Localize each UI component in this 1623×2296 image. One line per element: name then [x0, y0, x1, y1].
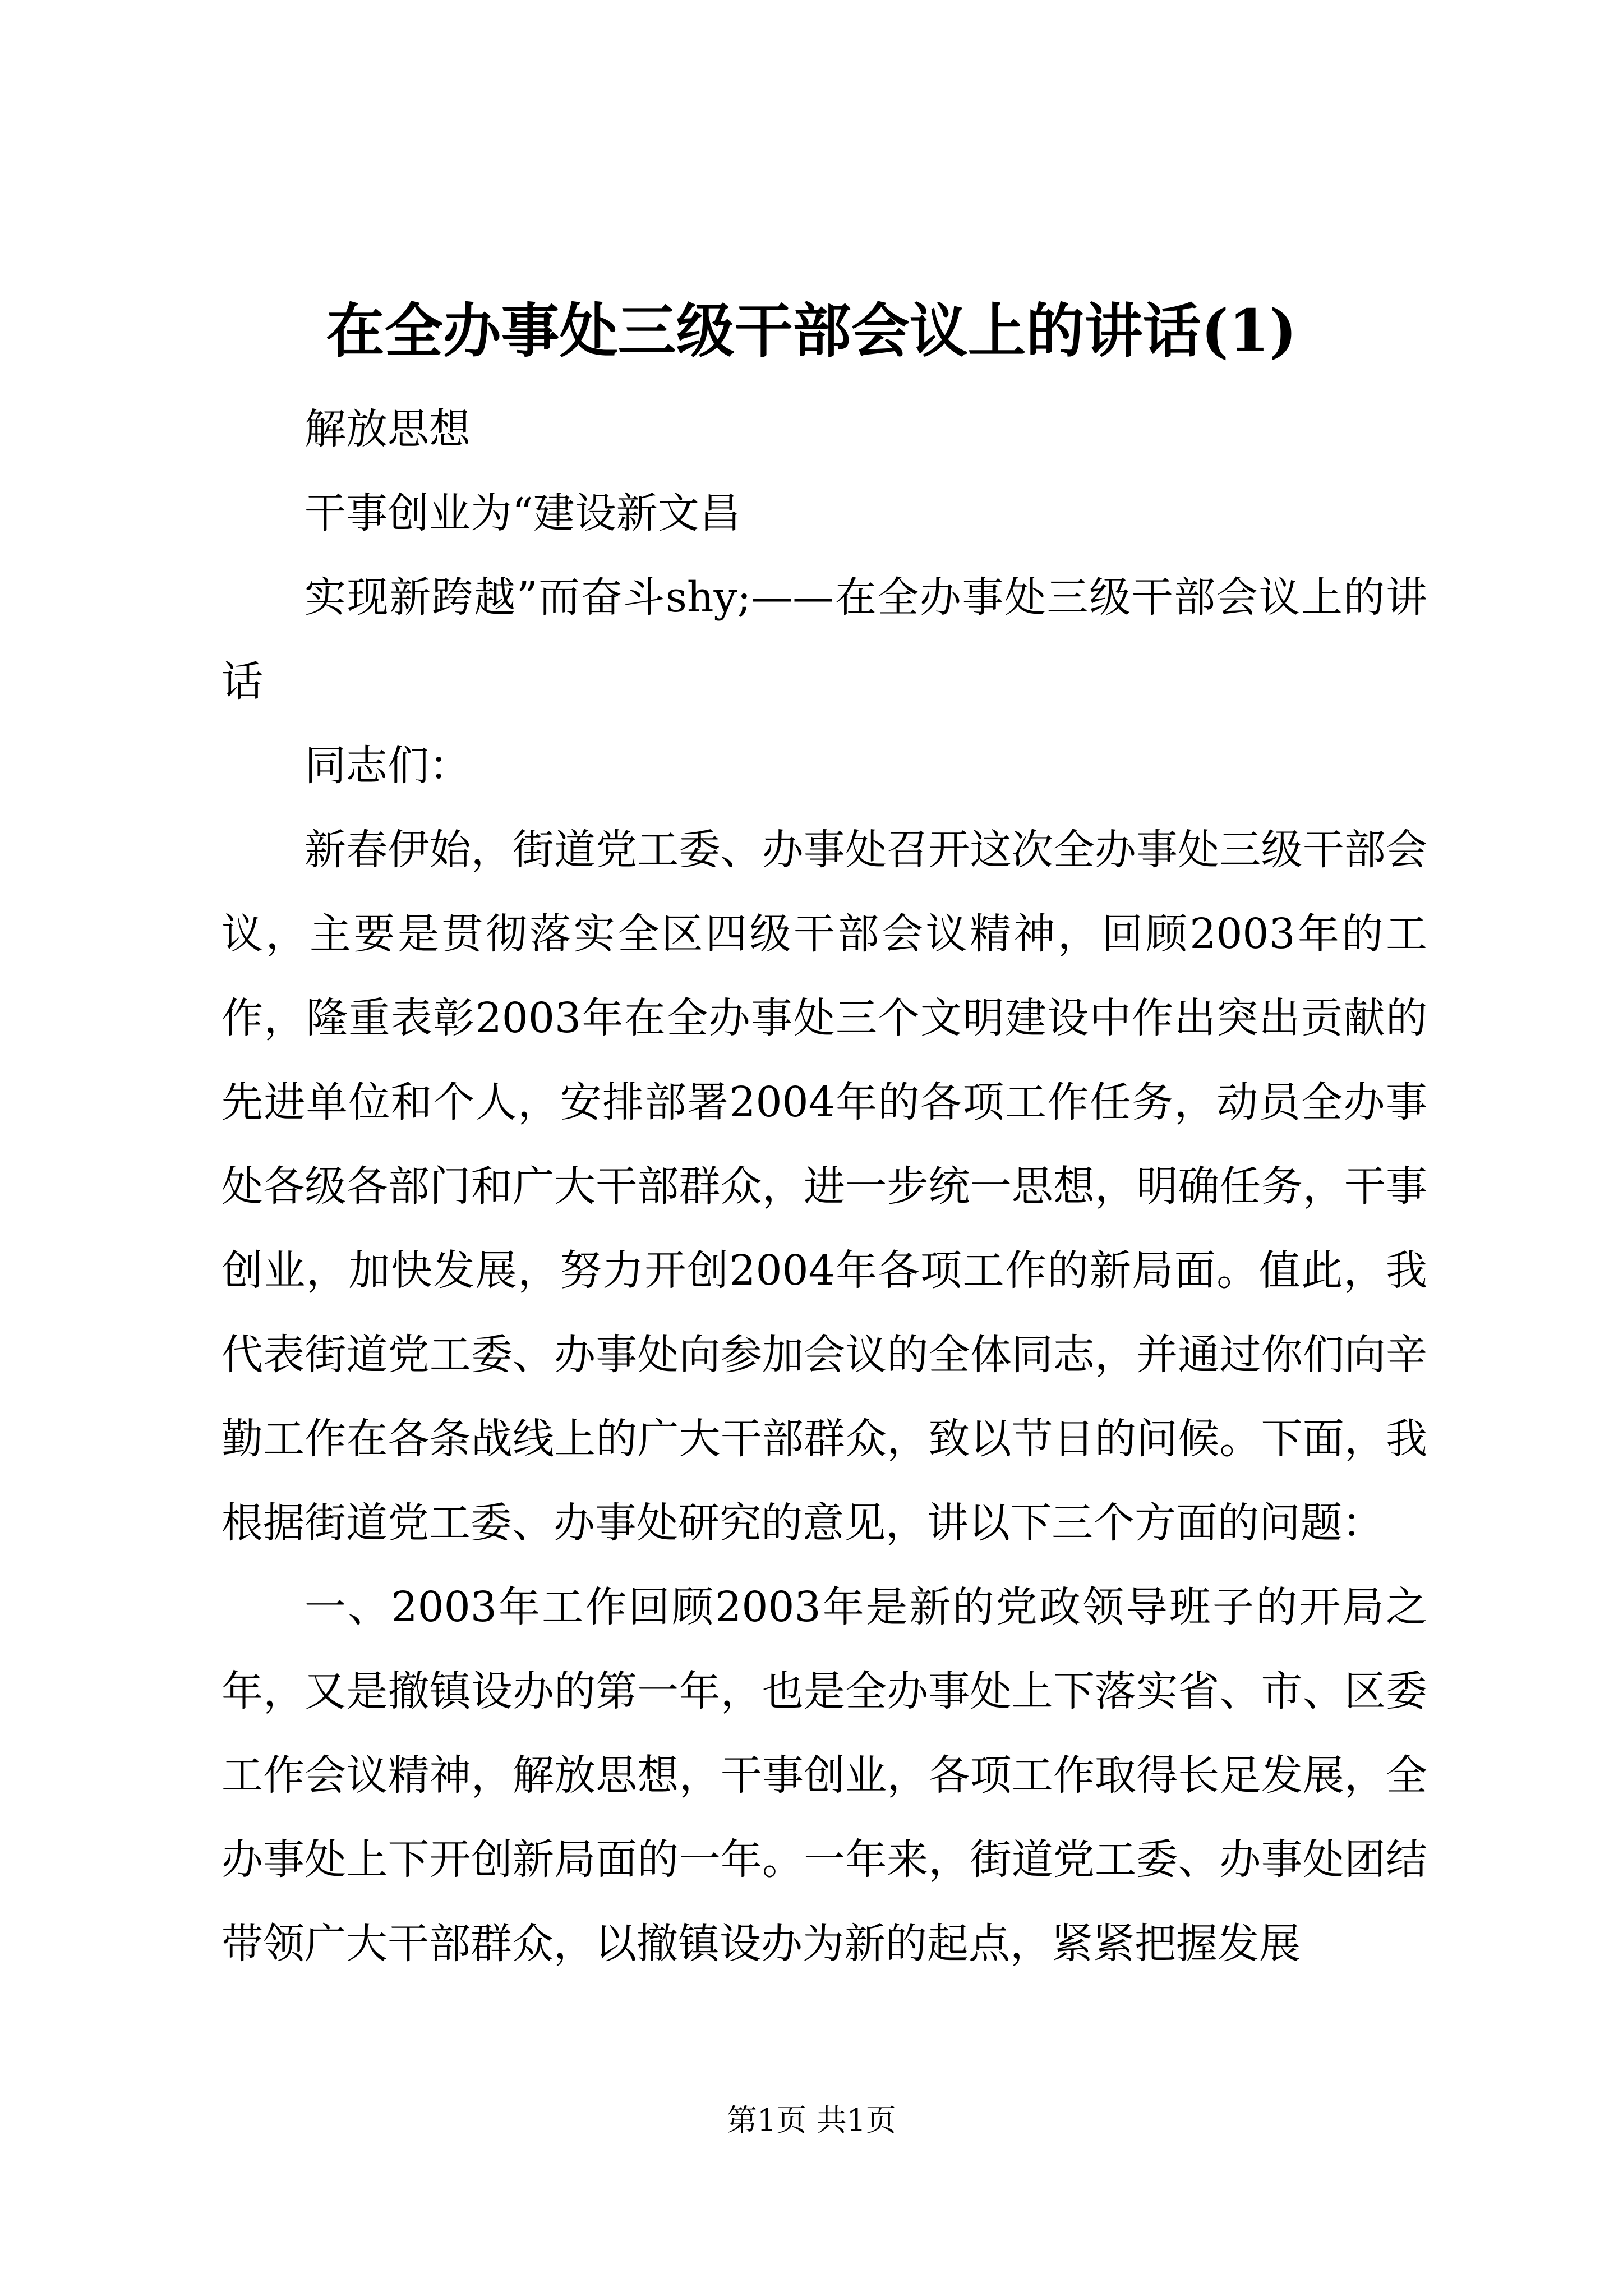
- document-title: 在全办事处三级干部会议上的讲话(1): [326, 296, 1297, 365]
- paragraph-review: 一、2003年工作回顾2003年是新的党政领导班子的开局之年，又是撤镇设办的第一年，也是全办事处上下落实省、市、区委工作会议精神，解放思想，干事创业，各项工作取得长足发展，全办事处上下开创新局面的一年。一年来，街道党工委、办事处团结带领广大干部群众，以撤镇设办为新的起点，紧紧把握发展: [222, 1583, 1427, 1968]
- paragraph-intro: 新春伊始，街道党工委、办事处召开这次全办事处三级干部会议，主要是贯彻落实全区四级干部会议精神，回顾2003年的工作，隆重表彰2003年在全办事处三个文明建设中作出突出贡献的先进单位和个人，安排部署2004年的各项工作任务，动员全办事处各级各部门和广大干部群众，进一步统一思想，明确任务，干事创业，加快发展，努力开创2004年各项工作的新局面。值此，我代表街道党工委、办事处向参加会议的全体同志，并通过你们向辛勤工作在各条战线上的广大干部群众，致以节日的问候。下面，我根据街道党工委、办事处研究的意见，讲以下三个方面的问题：: [222, 826, 1427, 1547]
- paragraph-heading-2: 干事创业为“建设新文昌: [305, 489, 741, 537]
- page-footer: 第1页 共1页: [727, 2102, 896, 2138]
- paragraph-heading-3: 实现新跨越”而奋斗shy;——在全办事处三级干部会议上的讲话: [222, 573, 1427, 706]
- document-body: [222, 387, 1427, 1986]
- paragraph-salutation: 同志们：: [305, 742, 471, 790]
- paragraph-heading-1: 解放思想: [305, 405, 471, 453]
